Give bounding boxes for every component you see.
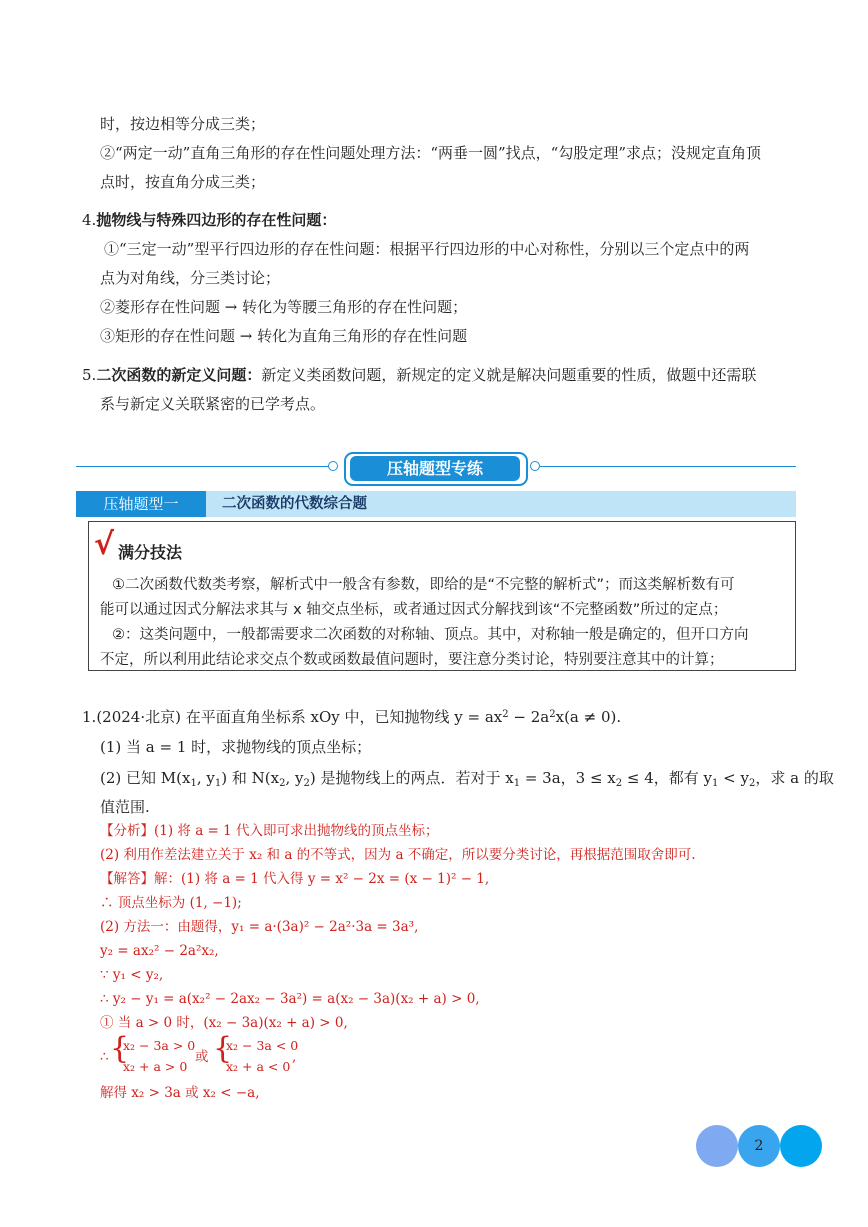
solution-line-1: 【解答】解：(1) 将 a = 1 代入得 y = x² − 2x = (x − 1)² − 1, — [100, 871, 490, 887]
q2-text: , y — [285, 769, 304, 787]
item4-line-1: ①“三定一动”型平行四边形的存在性问题：根据平行四边形的中心对称性，分别以三个定点中的两 — [104, 240, 750, 258]
page-circle-left — [696, 1125, 738, 1167]
problem-stem-text: − 2a — [508, 708, 550, 726]
tips-line-2: 能可以通过因式分解法求其与 x 轴交点坐标，或者通过因式分解找到该“不完整函数”所过的定点； — [100, 602, 728, 618]
tips-line-3: ②：这类问题中，一般都需要求二次函数的对称轴、顶点。其中，对称轴一般是确定的，但开口方向 — [112, 627, 749, 643]
banner-left-dot — [328, 461, 338, 471]
page-number: 2 — [754, 1138, 764, 1154]
system-1-line-2: x₂ + a > 0 — [123, 1059, 188, 1074]
item4 — [82, 210, 336, 230]
problem-q2-line-2: 值范围. — [100, 798, 150, 816]
section-banner: 压轴题型专练 — [350, 456, 520, 481]
banner-right-dot — [530, 461, 540, 471]
system-comma: , — [292, 1049, 297, 1065]
item5-number: 5. — [82, 366, 97, 384]
solution-line-4: y₂ = ax₂² − 2a²x₂, — [100, 943, 219, 959]
item5-title: 二次函数的新定义问题： — [96, 366, 262, 384]
solution-line-2: ∴ 顶点坐标为 (1, −1); — [100, 895, 242, 911]
problem-stem-text: x(a ≠ 0). — [555, 708, 622, 726]
tips-line-1: ①二次函数代数类考察，解析式中一般含有参数，即给的是“不完整的解析式”；而这类解析数有可 — [112, 577, 735, 593]
check-icon: √ — [94, 527, 115, 562]
left-brace-1: { — [110, 1031, 130, 1066]
therefore-symbol: ∴ — [100, 1049, 109, 1065]
banner-right-rule — [540, 466, 796, 467]
item5 — [82, 365, 756, 385]
solution-line-6: ∴ y₂ − y₁ = a(x₂² − 2ax₂ − 3a²) = a(x₂ − 3a)(x₂ + a) > 0, — [100, 991, 480, 1007]
tips-line-4: 不定，所以利用此结论求交点个数或函数最值问题时，要注意分类讨论，特别要注意其中的计算； — [100, 652, 724, 668]
item5-line-1: 新定义类函数问题，新规定的定义就是解决问题重要的性质，做题中还需联 — [261, 366, 757, 384]
item5-line-2: 系与新定义关联紧密的已学考点。 — [100, 395, 326, 413]
q2-text: = 3a，3 ≤ x — [520, 769, 616, 787]
or-label: 或 — [195, 1049, 209, 1065]
left-brace-2: { — [213, 1031, 233, 1066]
system-2-line-1: x₂ − 3a < 0 — [226, 1038, 299, 1053]
q2-text: ≤ 4，都有 y — [622, 769, 713, 787]
problem-source: (2024·北京) — [96, 708, 181, 726]
method-line-1: 时，按边相等分成三类； — [100, 115, 266, 133]
question-type-tag: 压轴题型一 — [76, 491, 206, 517]
item4-title: 抛物线与特殊四边形的存在性问题： — [96, 211, 337, 229]
problem-q1: (1) 当 a = 1 时，求抛物线的顶点坐标； — [100, 738, 372, 756]
system-2-line-2: x₂ + a < 0 — [226, 1059, 291, 1074]
problem-q2: (2) 已知 $M(x_1$, $y_1$) 和 $N(x_2$, $y_2$) 是抛物线上的两点．若对于 $x_1 = 3a$，$3 \le x_2 \le 4$，都有 $y_1 < y_2$，求 a 的取 — [100, 769, 834, 789]
question-type-title: 二次函数的代数综合题 — [222, 495, 367, 512]
analysis-line-2: (2) 利用作差法建立关于 x₂ 和 a 的不等式，因为 a 不确定，所以要分类讨论，再根据范围取舍即可. — [100, 847, 696, 863]
system-1-line-1: x₂ − 3a > 0 — [123, 1038, 196, 1053]
q2-text: ，求 a 的取 — [755, 769, 834, 787]
item4-line-4: ③矩形的存在性问题 → 转化为直角三角形的存在性问题 — [100, 327, 468, 345]
method-line-2: ②“两定一动”直角三角形的存在性问题处理方法：“两垂一圆”找点，“勾股定理”求点；没规定直角顶 — [100, 144, 762, 162]
item4-number: 4. — [82, 211, 97, 229]
analysis-line-1: 【分析】(1) 将 a = 1 代入即可求出抛物线的顶点坐标； — [100, 823, 439, 839]
q2-text: ) 是抛物线上的两点．若对于 x — [309, 769, 514, 787]
solution-line-5: ∵ y₁ < y₂, — [100, 967, 164, 983]
banner-left-rule — [76, 466, 336, 467]
problem-number: 1. — [82, 708, 97, 726]
solution-line-9: 解得 x₂ > 3a 或 x₂ < −a, — [100, 1085, 260, 1101]
q2-text: ) 和 N(x — [221, 769, 280, 787]
q2-text: (2) 已知 M(x — [100, 769, 191, 787]
item4-line-3: ②菱形存在性问题 → 转化为等腰三角形的存在性问题； — [100, 298, 468, 316]
problem-stem-text: 在平面直角坐标系 xOy 中，已知抛物线 y = ax — [185, 708, 503, 726]
problem-stem: 1.(2024·北京) 在平面直角坐标系 xOy 中，已知抛物线 $y = ax^2 - 2a^2x(a \ne 0)$. — [82, 708, 622, 726]
tips-heading: 满分技法 — [118, 543, 183, 562]
q2-text: , y — [196, 769, 215, 787]
q2-text: < y — [718, 769, 749, 787]
method-line-3: 点时，按直角分成三类； — [100, 173, 266, 191]
solution-line-7: ① 当 a > 0 时，(x₂ − 3a)(x₂ + a) > 0, — [100, 1015, 348, 1031]
solution-line-3: (2) 方法一：由题得，y₁ = a·(3a)² − 2a²·3a = 3a³, — [100, 919, 419, 935]
page-circle-right — [780, 1125, 822, 1167]
item4-line-2: 点为对角线，分三类讨论； — [100, 269, 281, 287]
